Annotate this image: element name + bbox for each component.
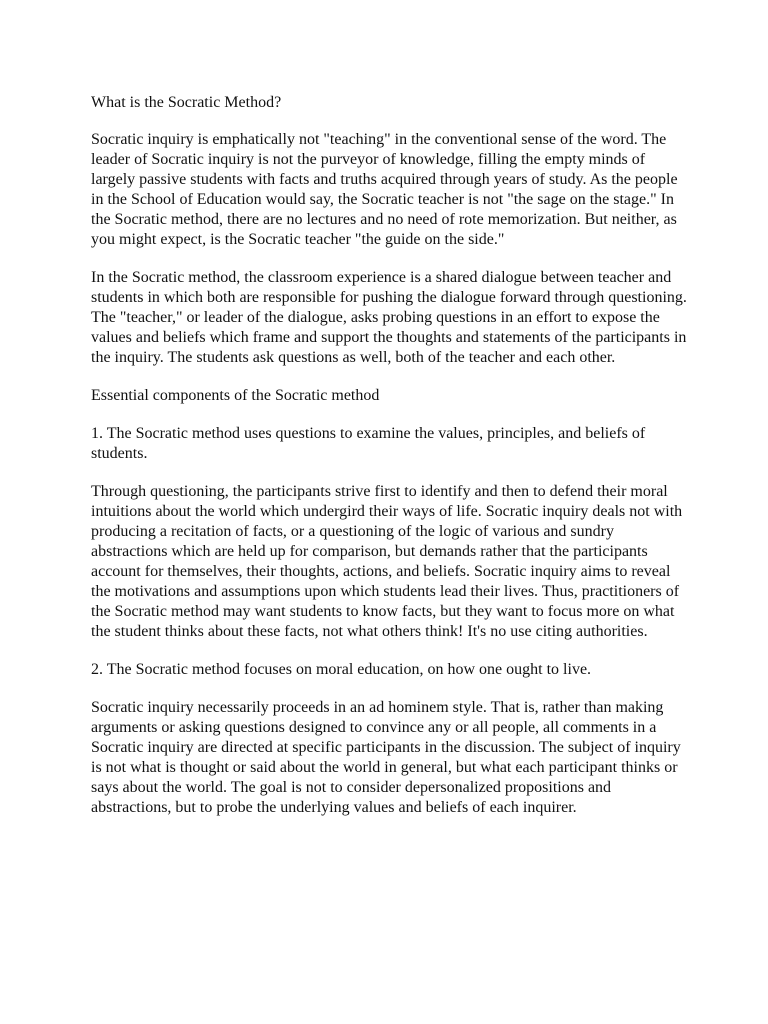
document-title: What is the Socratic Method? (91, 94, 282, 111)
component-2-heading: 2. The Socratic method focuses on moral education, on how one ought to live. (91, 661, 592, 678)
section-heading-essential-components: Essential components of the Socratic method (91, 387, 380, 404)
paragraph-intro: Socratic inquiry is emphatically not "teaching" in the conventional sense of the word. The leader of Socratic inquiry is not the purveyor of knowledge, filling the empty minds of largely passive students with facts and truths acquired through years of study. As the people in the School of Education would say, the Socratic teacher is not "the sage on the stage." In the Socratic method, there are no lectures and no need of rote memorization. But neither, as you might expect, is the Socratic teacher "the guide on the side." (91, 131, 678, 248)
component-1-heading: 1. The Socratic method uses questions to examine the values, principles, and beliefs of students. (91, 425, 646, 462)
paragraph-ad-hominem: Socratic inquiry necessarily proceeds in an ad hominem style. That is, rather than making arguments or asking questions designed to convince any or all people, all comments in a Socratic inquiry are directed at specific participants in the discussion. The subject of inquiry is not what is thought or said about the world in general, but what each participant thinks or says about the world. The goal is not to consider depersonalized propositions and abstractions, but to probe the underlying values and beliefs of each inquirer. (91, 699, 681, 816)
paragraph-dialogue: In the Socratic method, the classroom experience is a shared dialogue between teacher and students in which both are responsible for pushing the dialogue forward through questioning. The "teacher," or leader of the dialogue, asks probing questions in an effort to expose the values and beliefs which frame and support the thoughts and statements of the participants in the inquiry. The students ask questions as well, both of the teacher and each other. (91, 269, 687, 366)
paragraph-questioning: Through questioning, the participants strive first to identify and then to defend their moral intuitions about the world which undergird their ways of life. Socratic inquiry deals not with producing a recitation of facts, or a questioning of the logic of various and sundry abstractions which are held up for comparison, but demands rather that the participants account for themselves, their thoughts, actions, and beliefs. Socratic inquiry aims to reveal the motivations and assumptions upon which students lead their lives. Thus, practitioners of the Socratic method may want students to know facts, but they want to focus more on what the student thinks about these facts, not what others think! It's no use citing authorities. (91, 483, 683, 640)
document-page (91, 93, 687, 836)
